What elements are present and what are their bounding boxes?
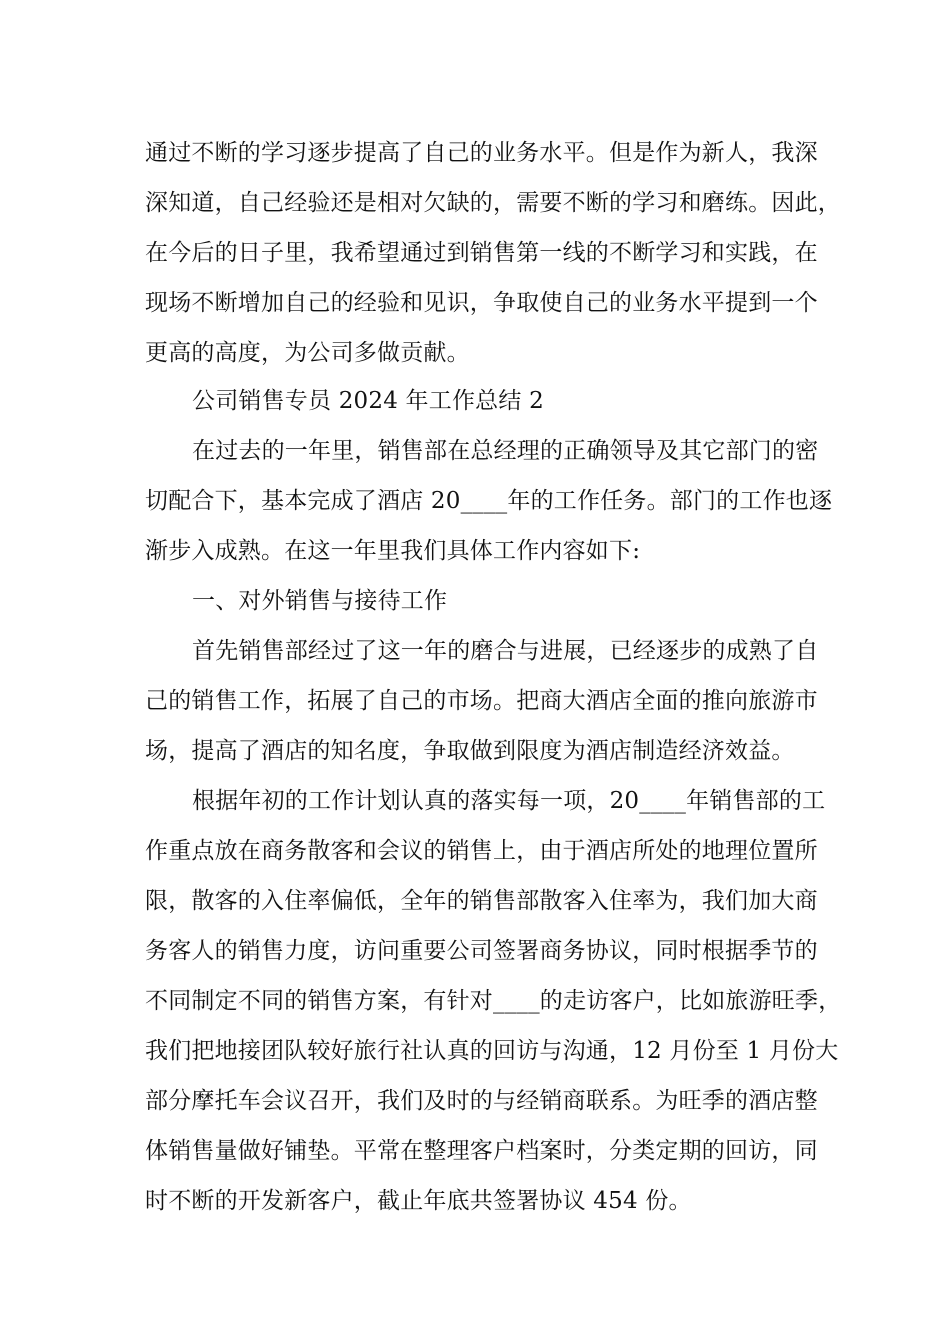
- paragraph-line: 我们把地接团队较好旅行社认真的回访与沟通，12 月份至 1 月份大: [145, 1038, 839, 1064]
- paragraph-line: 更高的高度，为公司多做贡献。: [145, 340, 470, 366]
- paragraph-line: 作重点放在商务散客和会议的销售上，由于酒店所处的地理位置所: [145, 838, 818, 864]
- paragraph-line: 不同制定不同的销售方案，有针对____的走访客户，比如旅游旺季，: [145, 988, 842, 1014]
- paragraph-line: 现场不断增加自己的经验和见识，争取使自己的业务水平提到一个: [145, 290, 818, 316]
- paragraph-line: 体销售量做好铺垫。平常在整理客户档案时，分类定期的回访，同: [145, 1138, 818, 1164]
- section-title: 公司销售专员 2024 年工作总结 2: [192, 388, 544, 414]
- paragraph-line: 切配合下，基本完成了酒店 20____年的工作任务。部门的工作也逐: [145, 488, 833, 514]
- paragraph-line: 时不断的开发新客户，截止年底共签署协议 454 份。: [145, 1188, 692, 1214]
- paragraph-line: 根据年初的工作计划认真的落实每一项，20____年销售部的工: [192, 788, 826, 814]
- paragraph-line: 务客人的销售力度，访问重要公司签署商务协议，同时根据季节的: [145, 938, 818, 964]
- paragraph-line: 己的销售工作，拓展了自己的市场。把商大酒店全面的推向旅游市: [145, 688, 818, 714]
- paragraph-line: 首先销售部经过了这一年的磨合与进展，已经逐步的成熟了自: [192, 638, 819, 664]
- paragraph-line: 部分摩托车会议召开，我们及时的与经销商联系。为旺季的酒店整: [145, 1088, 818, 1114]
- section-heading: 一、对外销售与接待工作: [192, 588, 448, 614]
- paragraph-line: 在今后的日子里，我希望通过到销售第一线的不断学习和实践，在: [145, 240, 818, 266]
- paragraph-line: 深知道，自己经验还是相对欠缺的，需要不断的学习和磨练。因此，: [145, 190, 841, 216]
- paragraph-line: 在过去的一年里，销售部在总经理的正确领导及其它部门的密: [192, 438, 819, 464]
- paragraph-line: 限，散客的入住率偏低，全年的销售部散客入住率为，我们加大商: [145, 888, 818, 914]
- paragraph-line: 场，提高了酒店的知名度，争取做到限度为酒店制造经济效益。: [145, 738, 795, 764]
- paragraph-line: 通过不断的学习逐步提高了自己的业务水平。但是作为新人，我深: [145, 140, 818, 166]
- paragraph-line: 渐步入成熟。在这一年里我们具体工作内容如下:: [145, 538, 641, 564]
